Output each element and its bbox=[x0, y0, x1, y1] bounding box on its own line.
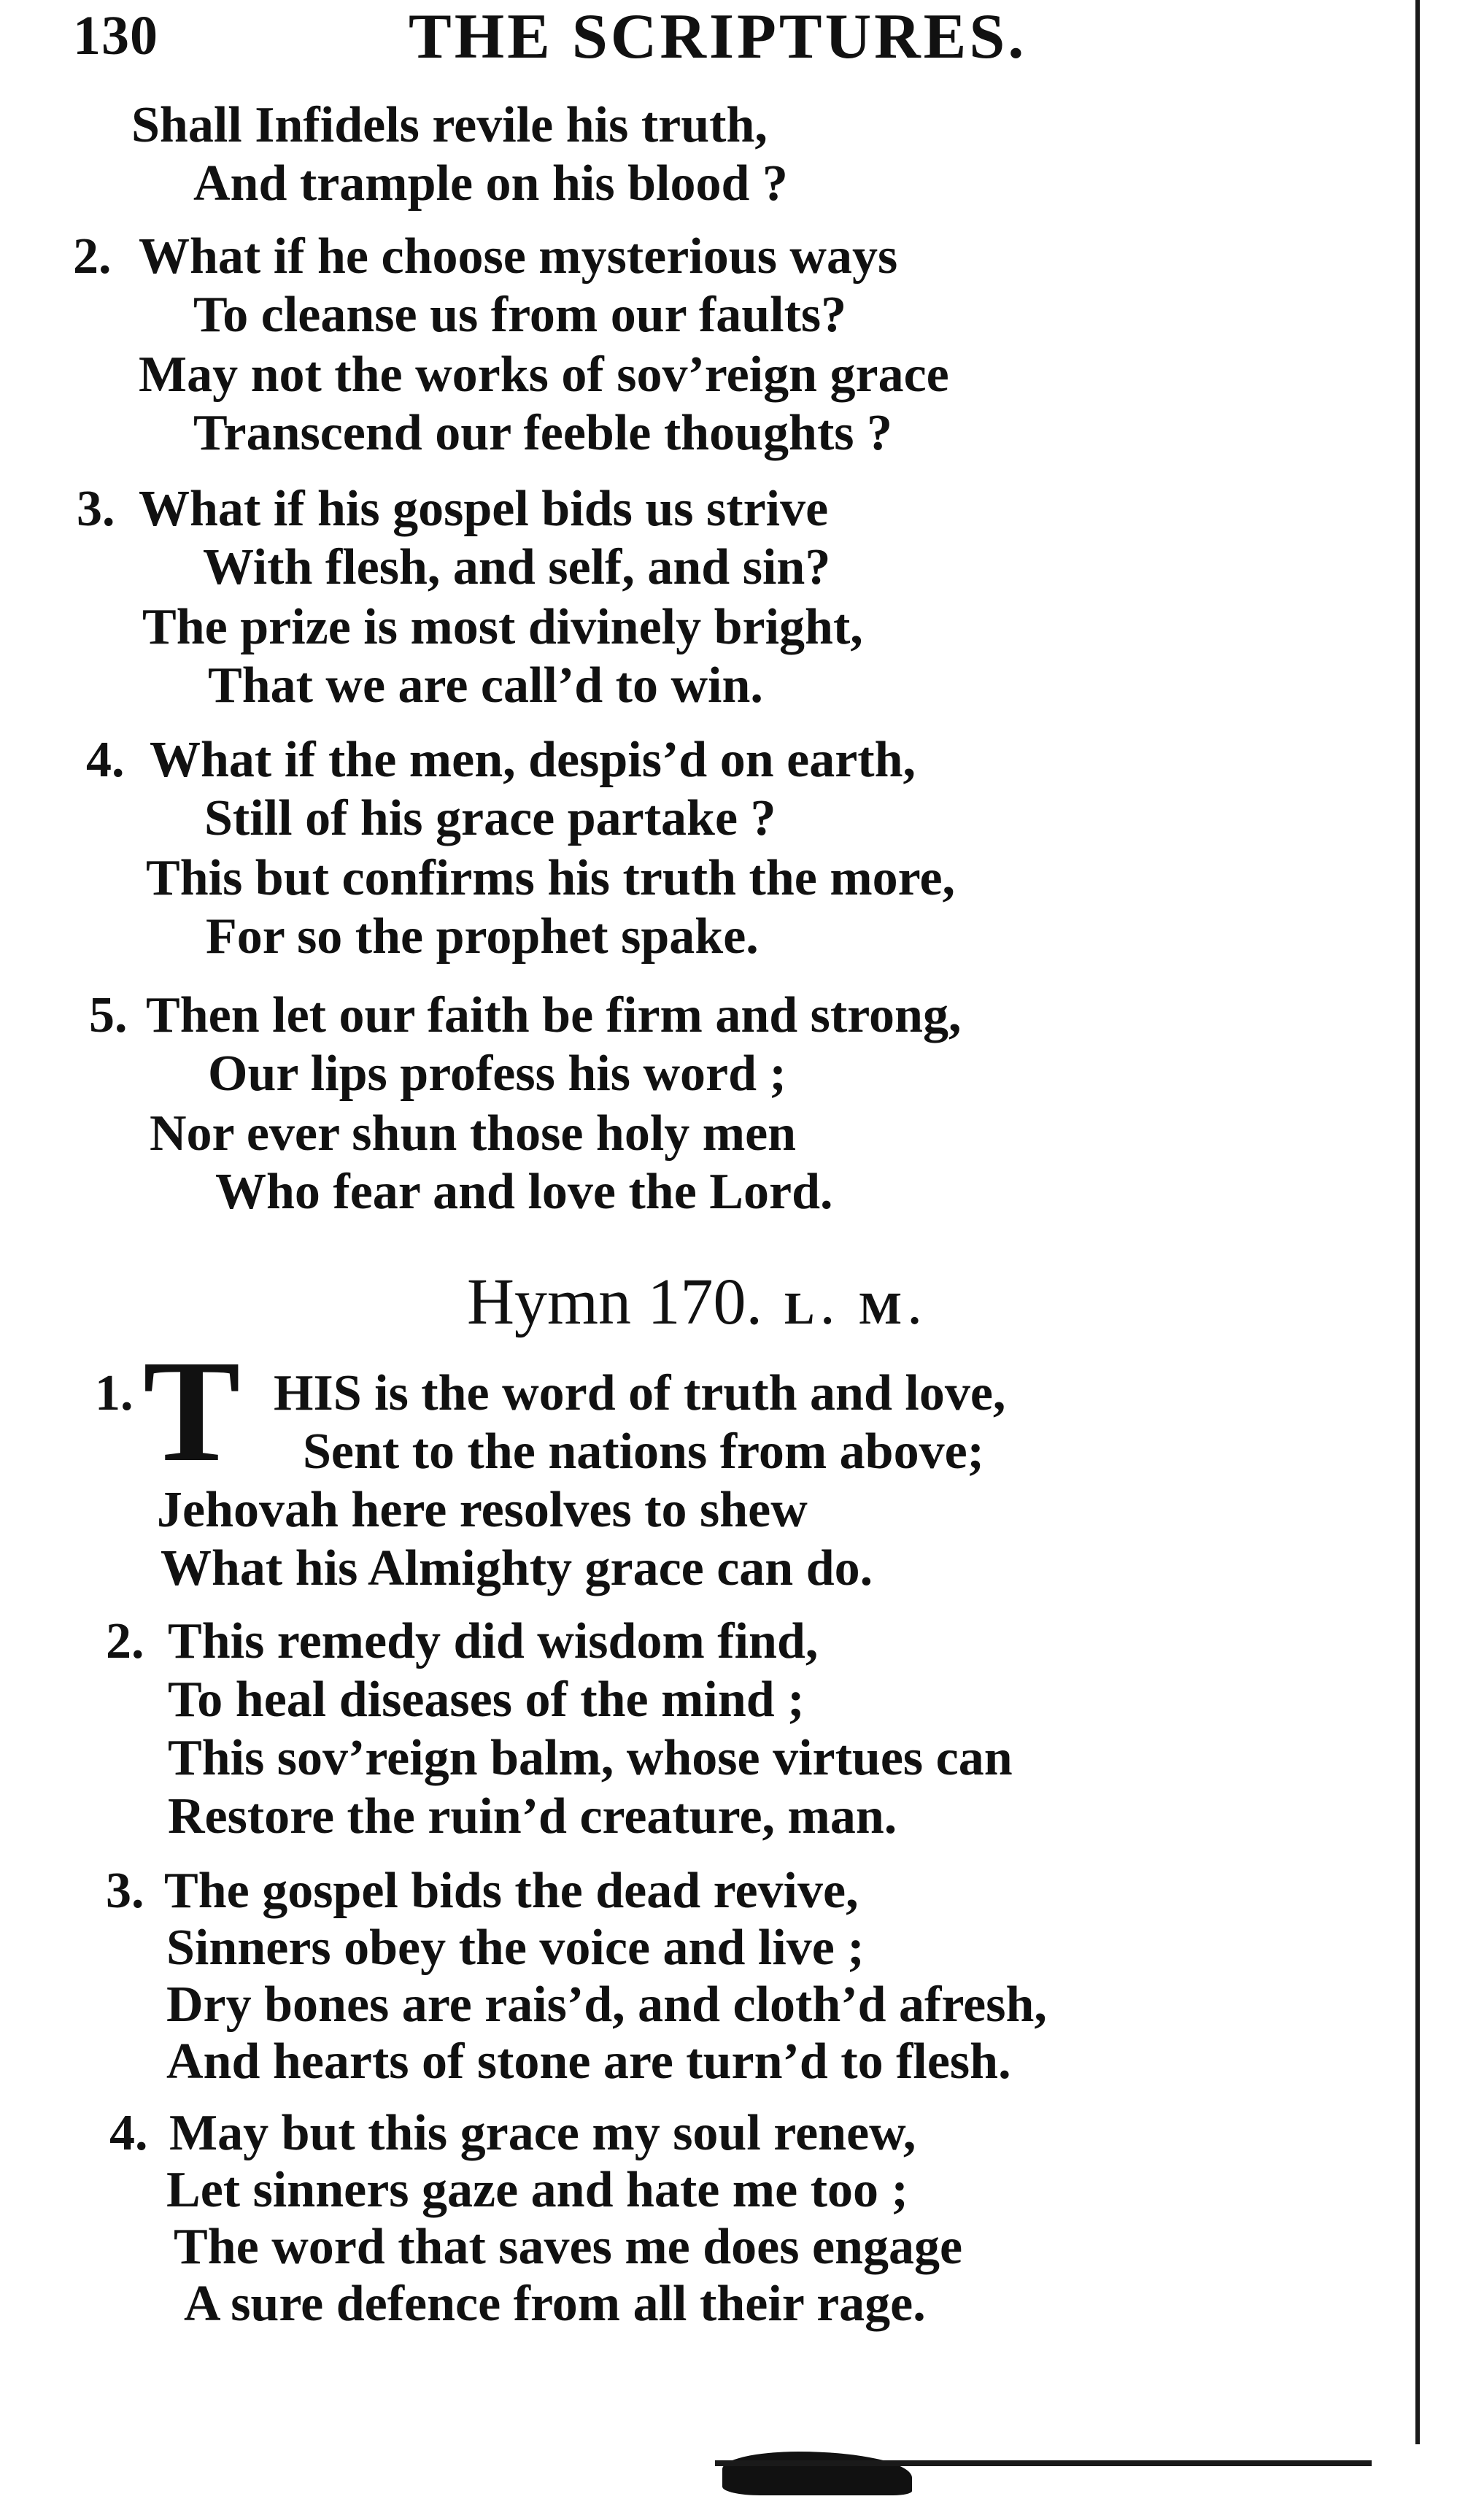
hymn-heading bbox=[467, 1266, 927, 1345]
verse-line: Who fear and love the Lord. bbox=[215, 1164, 833, 1220]
verse-line: That we are call’d to win. bbox=[208, 657, 763, 714]
verse-line: Shall Infidels revile his truth, bbox=[131, 97, 768, 153]
verse-line: Sinners obey the voice and live ; bbox=[166, 1920, 865, 1976]
page-header bbox=[0, 0, 1484, 80]
verse-line: What if his gospel bids us strive bbox=[139, 481, 829, 537]
verse-line: This remedy did wisdom find, bbox=[168, 1613, 819, 1669]
verse-line: And hearts of stone are turn’d to flesh. bbox=[166, 2033, 1011, 2090]
verse-line: The gospel bids the dead revive, bbox=[164, 1863, 859, 1919]
stanza-number: 3. bbox=[77, 481, 115, 537]
verse-line: What if he choose mysterious ways bbox=[139, 228, 898, 285]
running-title: THE SCRIPTURES. bbox=[409, 1, 1027, 72]
stanza-number: 4. bbox=[109, 2105, 148, 2161]
verse-line: A sure defence from all their rage. bbox=[184, 2276, 926, 2332]
verse-line: Sent to the nations from above; bbox=[303, 1424, 984, 1480]
verse-line: Transcend our feeble thoughts ? bbox=[193, 405, 893, 461]
stanza-number: 2. bbox=[106, 1613, 144, 1669]
verse-line: Let sinners gaze and hate me too ; bbox=[166, 2162, 908, 2218]
verse-line: What his Almighty grace can do. bbox=[161, 1540, 873, 1596]
stanza-number: 1. bbox=[95, 1365, 134, 1421]
verse-line: HIS is the word of truth and love, bbox=[274, 1365, 1006, 1421]
verse-line: Still of his grace partake ? bbox=[204, 790, 776, 846]
verse-line: Jehovah here resolves to shew bbox=[157, 1482, 808, 1538]
verse-line: To heal diseases of the mind ; bbox=[168, 1672, 805, 1728]
verse-line: The word that saves me does engage bbox=[174, 2219, 963, 2275]
verse-line: Nor ever shun those holy men bbox=[150, 1105, 797, 1162]
stanza-number: 5. bbox=[89, 987, 128, 1043]
verse-line: May but this grace my soul renew, bbox=[169, 2105, 916, 2161]
verse-line: Then let our faith be firm and strong, bbox=[146, 987, 962, 1043]
verse-line: Our lips profess his word ; bbox=[208, 1046, 787, 1102]
verse-line: May not the works of sov’reign grace bbox=[139, 347, 949, 403]
verse-line: What if the men, despis’d on earth, bbox=[150, 732, 916, 788]
hymn-title: Hymn 170. bbox=[467, 1266, 762, 1338]
drop-cap: T bbox=[143, 1331, 241, 1492]
stanza-number: 4. bbox=[86, 732, 125, 788]
verse-line: This but confirms his truth the more, bbox=[146, 850, 956, 906]
verse-line: To cleanse us from our faults? bbox=[193, 287, 847, 343]
verse-line: For so the prophet spake. bbox=[206, 908, 759, 965]
page-number: 130 bbox=[73, 5, 158, 66]
verse-line: With flesh, and self, and sin? bbox=[203, 539, 831, 595]
bottom-rule bbox=[715, 2460, 1372, 2466]
verse-line: Dry bones are rais’d, and cloth’d afresh, bbox=[166, 1977, 1047, 2033]
verse-line: And trample on his blood ? bbox=[193, 155, 788, 212]
verse-line: The prize is most divinely bright, bbox=[142, 599, 863, 655]
verse-line: This sov’reign balm, whose virtues can bbox=[168, 1730, 1013, 1786]
stanza-number: 2. bbox=[73, 228, 112, 285]
page-edge-rule bbox=[1415, 0, 1420, 2444]
hymn-meter: L. M. bbox=[784, 1284, 928, 1334]
verse-line: Restore the ruin’d creature, man. bbox=[168, 1788, 897, 1845]
stanza-number: 3. bbox=[106, 1863, 144, 1919]
ink-smudge bbox=[722, 2452, 912, 2495]
